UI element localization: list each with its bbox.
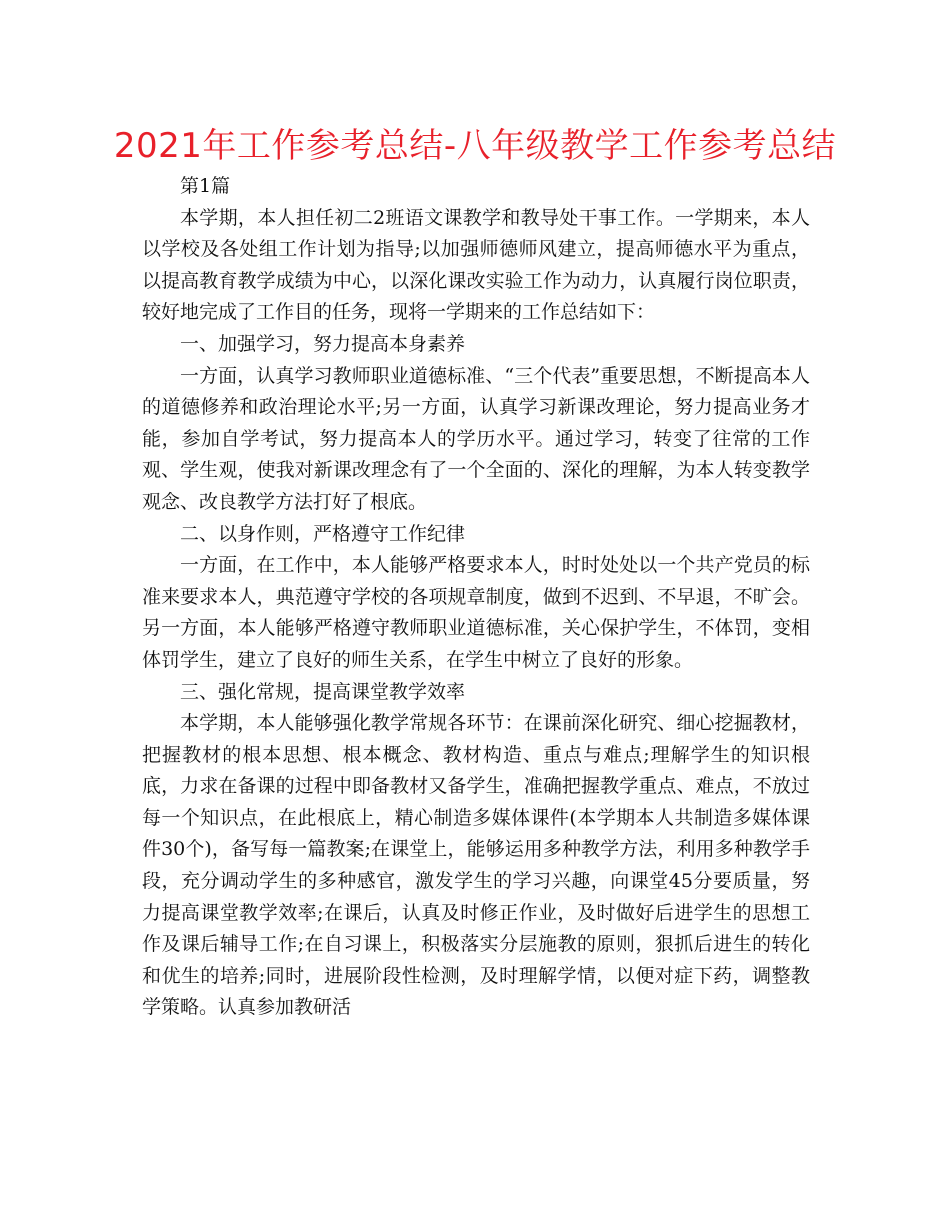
heading-teaching: 三、强化常规，提高课堂教学效率 xyxy=(180,680,466,703)
document-body xyxy=(142,171,810,1024)
heading-discipline: 二、以身作则，严格遵守工作纪律 xyxy=(180,522,466,545)
paragraph-study: 一方面，认真学习教师职业道德标准、“三个代表”重要思想，不断提高本人的道德修养和政治理论水平;另一方面，认真学习新课改理论，努力提高业务才能，参加自学考试，努力提高本人的学历水平。通过学习，转变了往常的工作观、学生观，使我对新课改理念有了一个全面的、深化的理解，为本人转变教学观念、改良教学方法打好了根底。 xyxy=(142,364,810,513)
document-title: 2021年工作参考总结-八年级教学工作参考总结 xyxy=(113,126,837,166)
paragraph-intro: 本学期，本人担任初二2班语文课教学和教导处干事工作。一学期来，本人以学校及各处组工作计划为指导;以加强师德师风建立，提高师德水平为重点，以提高教育教学成绩为中心，以深化课改实验工作为动力，认真履行岗位职责，较好地完成了工作目的任务，现将一学期来的工作总结如下： xyxy=(142,206,810,324)
paragraph-teaching: 本学期，本人能够强化教学常规各环节：在课前深化研究、细心挖掘教材，把握教材的根本思想、根本概念、教材构造、重点与难点;理解学生的知识根底，力求在备课的过程中即备教材又备学生，准确把握教学重点、难点，不放过每一个知识点，在此根底上，精心制造多媒体课件(本学期本人共制造多媒体课件30个)，备写每一篇教案;在课堂上，能够运用多种教学方法，利用多种教学手段，充分调动学生的多种感官，激发学生的学习兴趣，向课堂45分要质量，努力提高课堂教学效率;在课后，认真及时修正作业，及时做好后进学生的思想工作及课后辅导工作;在自习课上，积极落实分层施教的原则，狠抓后进生的转化和优生的培养;同时，进展阶段性检测，及时理解学情，以便对症下药，调整教学策略。认真参加教研活 xyxy=(142,712,810,1019)
section-label: 第1篇 xyxy=(180,175,231,197)
paragraph-discipline: 一方面，在工作中，本人能够严格要求本人，时时处处以一个共产党员的标准来要求本人，典范遵守学校的各项规章制度，做到不迟到、不早退，不旷会。另一方面，本人能够严格遵守教师职业道德标准，关心保护学生，不体罚，变相体罚学生，建立了良好的师生关系，在学生中树立了良好的形象。 xyxy=(142,554,810,671)
heading-study: 一、加强学习，努力提高本身素养 xyxy=(180,332,466,355)
